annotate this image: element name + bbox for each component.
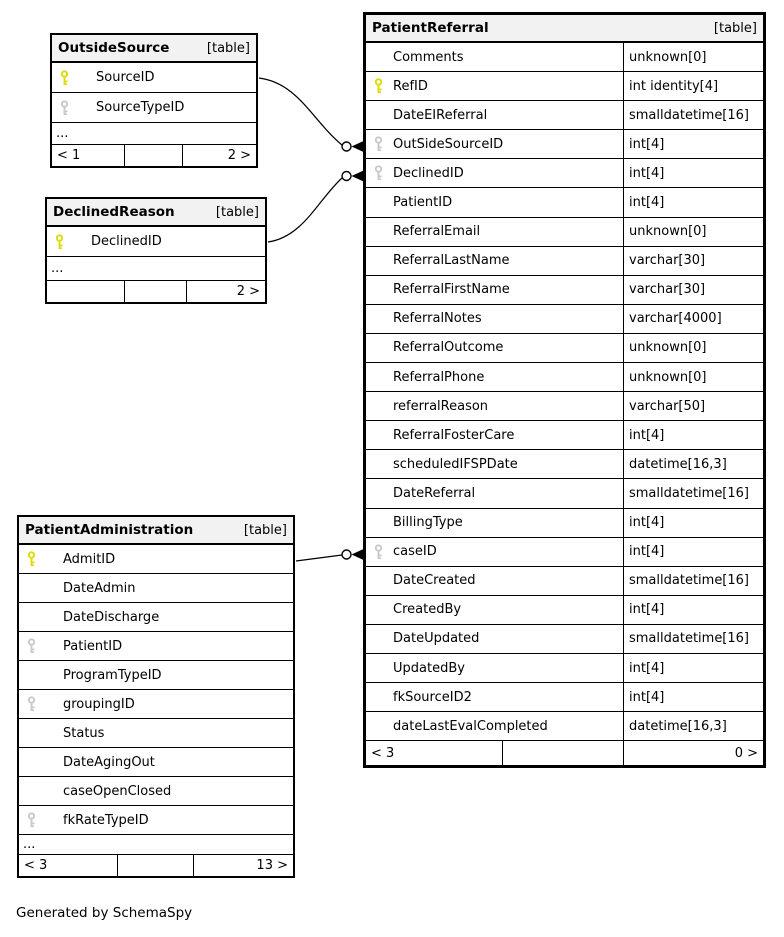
column-type: int[4]	[623, 683, 763, 711]
column-name: UpdatedBy	[393, 660, 465, 676]
column-row	[366, 625, 763, 654]
column-name: caseID	[393, 544, 437, 560]
footer-middle-cell	[118, 855, 195, 876]
column-row	[366, 683, 763, 712]
column-name: DeclinedID	[91, 234, 162, 249]
column-name: SourceID	[96, 70, 155, 85]
column-row	[52, 63, 256, 93]
table-name[interactable]: OutsideSource	[58, 40, 170, 56]
column-row	[366, 43, 763, 72]
key-icon	[366, 49, 393, 65]
table-header[interactable]	[47, 199, 265, 227]
column-row	[366, 450, 763, 479]
column-name: DateAdmin	[63, 580, 136, 596]
column-row	[366, 130, 763, 159]
column-type: int[4]	[623, 130, 763, 158]
column-row	[52, 93, 256, 123]
key-icon	[366, 544, 393, 560]
column-type: varchar[30]	[623, 247, 763, 275]
table-badge: [table]	[215, 204, 259, 220]
column-type: varchar[30]	[623, 276, 763, 304]
column-row	[366, 392, 763, 421]
table-footer	[366, 741, 763, 765]
relationship-patientadministration-caseid	[296, 549, 363, 561]
column-row	[366, 305, 763, 334]
table-name[interactable]: PatientAdministration	[25, 522, 194, 538]
key-icon	[366, 78, 393, 94]
column-name: DateCreated	[393, 573, 476, 589]
table-header[interactable]	[19, 517, 293, 545]
key-icon	[19, 667, 63, 683]
column-name: DeclinedID	[393, 165, 464, 181]
table-patient-referral	[363, 12, 766, 768]
column-name: OutSideSourceID	[393, 136, 504, 152]
zero-or-one-marker	[342, 142, 351, 151]
column-name: RefID	[393, 78, 428, 94]
key-icon	[52, 70, 96, 86]
column-name: ReferralOutcome	[393, 340, 504, 356]
column-row	[19, 661, 293, 690]
column-row	[366, 218, 763, 247]
column-type: datetime[16,3]	[623, 450, 763, 478]
key-icon	[366, 456, 393, 472]
column-name: fkRateTypeID	[63, 812, 149, 828]
key-icon	[366, 369, 393, 385]
column-row	[19, 748, 293, 777]
column-name: DateEIReferral	[393, 107, 488, 123]
column-row	[366, 159, 763, 188]
column-name: ReferralLastName	[393, 253, 510, 269]
key-icon	[366, 660, 393, 676]
column-name: ReferralFosterCare	[393, 427, 515, 443]
key-icon	[366, 573, 393, 589]
key-icon	[366, 398, 393, 414]
footer-children-count: 13 >	[256, 858, 288, 873]
table-badge: [table]	[713, 20, 757, 36]
column-type: smalldatetime[16]	[623, 567, 763, 595]
column-type: varchar[4000]	[623, 305, 763, 333]
column-row	[19, 690, 293, 719]
footer-parents-count: < 1	[52, 145, 125, 166]
column-type: smalldatetime[16]	[623, 101, 763, 129]
key-icon	[366, 718, 393, 734]
ellipsis-row: ...	[19, 835, 293, 855]
key-icon	[366, 253, 393, 269]
column-type: int[4]	[623, 654, 763, 682]
key-icon	[366, 427, 393, 443]
column-name: Comments	[393, 49, 464, 65]
column-name: Status	[63, 725, 105, 741]
key-icon	[366, 165, 393, 181]
column-row	[366, 538, 763, 567]
column-row	[366, 509, 763, 538]
key-icon	[47, 234, 91, 250]
footer-middle-cell	[503, 741, 624, 765]
column-type: int identity[4]	[623, 72, 763, 100]
column-row	[47, 227, 265, 257]
column-row	[19, 574, 293, 603]
relationship-declinedreason-declinedid	[268, 171, 363, 242]
column-type: int[4]	[623, 159, 763, 187]
column-name: ReferralPhone	[393, 369, 485, 385]
footer-parents-count	[47, 281, 125, 302]
column-type: int[4]	[623, 509, 763, 537]
column-name: caseOpenClosed	[63, 783, 172, 799]
column-name: BillingType	[393, 515, 463, 531]
column-type: int[4]	[623, 421, 763, 449]
table-badge: [table]	[243, 522, 287, 538]
column-row	[366, 188, 763, 217]
key-icon	[19, 783, 63, 799]
column-name: PatientID	[393, 195, 453, 211]
arrowhead	[352, 141, 364, 152]
key-icon	[366, 485, 393, 501]
column-row	[366, 421, 763, 450]
table-footer	[19, 855, 293, 876]
column-row	[366, 334, 763, 363]
column-type: smalldatetime[16]	[623, 625, 763, 653]
column-name: DateAgingOut	[63, 754, 155, 770]
table-footer	[52, 145, 256, 166]
key-icon	[19, 580, 63, 596]
footer-middle-cell	[125, 281, 186, 302]
column-row	[366, 712, 763, 741]
key-icon	[366, 631, 393, 647]
column-name: ReferralFirstName	[393, 282, 510, 298]
column-name: DateDischarge	[63, 609, 160, 625]
column-type: int[4]	[623, 538, 763, 566]
key-icon	[366, 107, 393, 123]
key-icon	[366, 195, 393, 211]
column-row	[366, 72, 763, 101]
arrowhead	[352, 171, 364, 182]
column-row	[366, 247, 763, 276]
column-name: scheduledIFSPDate	[393, 456, 518, 472]
column-name: ProgramTypeID	[63, 667, 162, 683]
column-type: unknown[0]	[623, 363, 763, 391]
column-type: unknown[0]	[623, 218, 763, 246]
column-row	[366, 479, 763, 508]
generated-by-caption: Generated by SchemaSpy	[16, 905, 193, 921]
key-icon	[19, 725, 63, 741]
column-name: fkSourceID2	[393, 689, 472, 705]
column-type: unknown[0]	[623, 334, 763, 362]
ellipsis-row: ...	[47, 257, 265, 281]
column-row	[19, 545, 293, 574]
column-type: smalldatetime[16]	[623, 479, 763, 507]
table-badge: [table]	[206, 40, 250, 56]
ellipsis-row: ...	[52, 123, 256, 145]
zero-or-one-marker	[342, 172, 351, 181]
key-icon	[366, 224, 393, 240]
column-name: ReferralNotes	[393, 311, 482, 327]
column-type: datetime[16,3]	[623, 712, 763, 740]
key-icon	[366, 340, 393, 356]
column-name: dateLastEvalCompleted	[393, 718, 548, 734]
footer-parents-count: < 3	[366, 741, 503, 765]
zero-or-one-marker	[342, 550, 351, 559]
column-row	[19, 777, 293, 806]
column-name: ReferralEmail	[393, 224, 481, 240]
key-icon	[19, 609, 63, 625]
column-name: SourceTypeID	[96, 100, 185, 115]
column-name: DateUpdated	[393, 631, 480, 647]
key-icon	[366, 602, 393, 618]
column-row	[366, 596, 763, 625]
key-icon	[19, 551, 63, 567]
table-footer	[47, 281, 265, 302]
key-icon	[366, 515, 393, 531]
column-row	[366, 567, 763, 596]
key-icon	[366, 136, 393, 152]
column-row	[19, 632, 293, 661]
column-name: AdmitID	[63, 551, 116, 567]
key-icon	[366, 311, 393, 327]
table-name[interactable]: DeclinedReason	[53, 204, 175, 220]
footer-middle-cell	[125, 145, 182, 166]
footer-children-count: 2 >	[236, 284, 260, 299]
table-patient-administration	[17, 515, 295, 878]
column-row	[366, 101, 763, 130]
column-name: PatientID	[63, 638, 123, 654]
column-name: groupingID	[63, 696, 135, 712]
key-icon	[366, 282, 393, 298]
column-name: CreatedBy	[393, 602, 462, 618]
footer-parents-count: < 3	[19, 855, 118, 876]
column-row	[19, 806, 293, 835]
key-icon	[19, 638, 63, 654]
table-declined-reason	[45, 197, 267, 304]
key-icon	[52, 100, 96, 116]
arrowhead	[352, 549, 364, 560]
key-icon	[19, 812, 63, 828]
column-type: int[4]	[623, 188, 763, 216]
column-name: referralReason	[393, 398, 489, 414]
table-name[interactable]: PatientReferral	[372, 20, 489, 36]
column-row	[366, 363, 763, 392]
key-icon	[19, 696, 63, 712]
column-row	[19, 603, 293, 632]
column-name: DateReferral	[393, 485, 476, 501]
footer-children-count: 2 >	[227, 148, 251, 163]
table-outside-source	[50, 33, 258, 168]
key-icon	[19, 754, 63, 770]
column-type: int[4]	[623, 596, 763, 624]
column-type: varchar[50]	[623, 392, 763, 420]
relationship-outsidesource-outsidesourceid	[259, 78, 363, 152]
table-header[interactable]	[366, 15, 763, 43]
table-header[interactable]	[52, 35, 256, 63]
footer-children-count: 0 >	[734, 745, 758, 761]
column-row	[366, 654, 763, 683]
column-row	[366, 276, 763, 305]
key-icon	[366, 689, 393, 705]
column-row	[19, 719, 293, 748]
column-type: unknown[0]	[623, 43, 763, 71]
